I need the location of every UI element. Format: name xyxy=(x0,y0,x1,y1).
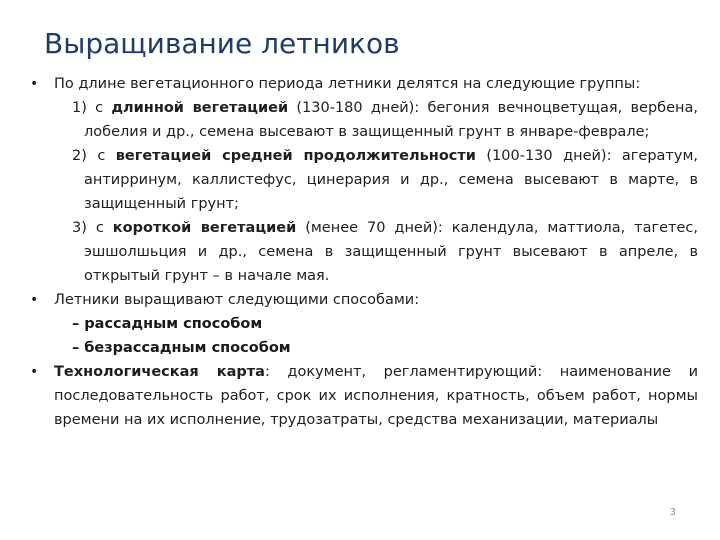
sub-item-number: 2) с xyxy=(72,148,116,164)
sub-item xyxy=(26,96,698,144)
slide-title: Выращивание летников xyxy=(44,27,400,60)
sub-item-text: (менее 70 дней): календула, маттиола, тагетес, эшшолшьция и др., семена в защищенный грунт высевают в апреле, в открытый грунт – в начале мая. xyxy=(84,220,698,284)
bullet-text: По длине вегетационного периода летники делятся на следующие группы: xyxy=(54,76,641,92)
sub-item-number: 1) с xyxy=(72,100,112,116)
slide-content xyxy=(26,72,698,432)
dash-item: – рассадным способом xyxy=(72,316,263,332)
sub-item xyxy=(26,216,698,288)
bullet-text: : документ, регламентирующий: наименование и последовательность работ, срок их исполнения, кратность, объем работ, нормы времени на их исполнение, трудозатраты, средства механизации, материалы xyxy=(54,364,698,428)
sub-item-number: 3) с xyxy=(72,220,113,236)
dash-item: – безрассадным способом xyxy=(72,340,291,356)
sub-item-text: (130-180 дней): бегония вечноцветущая, вербена, лобелия и др., семена высевают в защищенный грунт в январе-феврале; xyxy=(84,100,698,140)
bullet-item xyxy=(26,360,698,432)
sub-item-bold: короткой вегетацией xyxy=(112,220,297,236)
sub-item xyxy=(26,144,698,216)
sub-item-bold: вегетацией средней продолжительности xyxy=(115,148,476,164)
sub-item-bold: длинной вегетацией xyxy=(111,100,289,116)
sub-item-text: (100-130 дней): агератум, антирринум, каллистефус, цинерария и др., семена высевают в марте, в защищенный грунт; xyxy=(84,148,698,212)
bullet-item xyxy=(26,72,698,96)
bullet-text: Летники выращивают следующими способами: xyxy=(54,292,420,308)
page-number: 3 xyxy=(669,507,676,518)
bullet-item xyxy=(26,288,698,312)
bullet-bold: Технологическая карта xyxy=(54,364,265,380)
